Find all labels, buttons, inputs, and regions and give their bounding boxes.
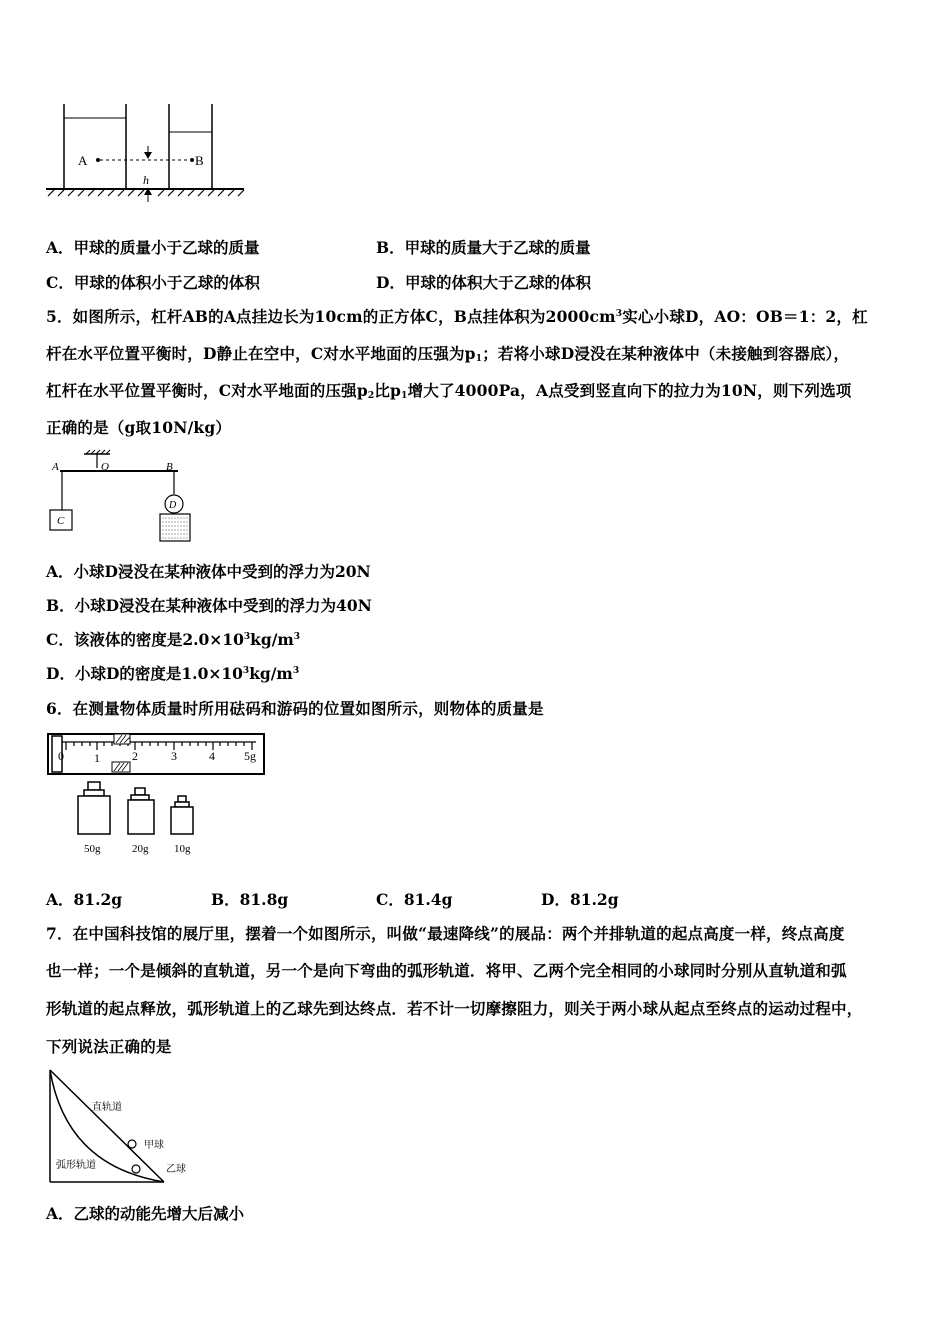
weight-label-20g: 20g (132, 843, 149, 855)
tick-2: 2 (132, 749, 138, 763)
q4-option-a: A．甲球的质量小于乙球的质量 (46, 238, 260, 257)
q7-label-straight: 直轨道 (92, 1102, 122, 1113)
ball-yi (132, 1165, 140, 1173)
q7-option-a: A．乙球的动能先增大后减小 (46, 1204, 245, 1223)
q5-option-a: A．小球D浸没在某种液体中受到的浮力为20N (46, 562, 371, 581)
q4-option-d: D．甲球的体积大于乙球的体积 (376, 273, 591, 292)
q5-label-d: D (169, 500, 177, 511)
q5-label-a: A (52, 461, 59, 473)
q7-stem-line-3: 形轨道的起点释放，弧形轨道上的乙球先到达终点．若不计一切摩擦阻力，则关于两小球从起点至终点的运动过程中， (46, 999, 863, 1018)
q7-stem-line-1: 7．在中国科技馆的展厅里，摆着一个如图所示，叫做“最速降线”的展品：两个并排轨道的起点高度一样，终点高度 (46, 924, 845, 943)
weight-label-10g: 10g (174, 843, 191, 855)
q6-balance-figure (46, 728, 276, 858)
q6-stem: 6．在测量物体质量时所用砝码和游码的位置如图所示，则物体的质量是 (46, 699, 544, 718)
q5-stem-line-4: 正确的是（g取10N/kg） (46, 418, 232, 437)
tick-1: 1 (94, 751, 100, 765)
q5-label-o: O (101, 461, 109, 473)
tick-0: 0 (58, 749, 64, 763)
q6-option-d: D．81.2g (541, 890, 619, 909)
q6-option-a: A．81.2g (46, 890, 123, 909)
q5-stem-line-3: 杠杆在水平位置平衡时，C对水平地面的压强$p_2$比$p_1$增大了4000Pa，A点受到竖直向下的拉力为10N，则下列选项 (46, 381, 852, 401)
q6-option-b: B．81.8g (211, 890, 289, 909)
ball-jia (128, 1140, 136, 1148)
q5-lever-figure (44, 448, 224, 548)
q4-containers-figure (42, 96, 252, 206)
q7-stem-line-2: 也一样；一个是倾斜的直轨道，另一个是向下弯曲的弧形轨道．将甲、乙两个完全相同的小球同时分别从直轨道和弧 (46, 961, 847, 980)
weight-10g (171, 796, 193, 834)
weight-label-50g: 50g (84, 843, 101, 855)
tick-5g: 5g (244, 749, 256, 763)
q5-option-c: C．该液体的密度是$2.0\times 10^3kg/m^3$ (46, 630, 301, 649)
q7-brachistochrone-figure (44, 1066, 204, 1192)
tick-4: 4 (209, 749, 215, 763)
q7-label-yi: 乙球 (166, 1164, 186, 1175)
q7-stem-line-4: 下列说法正确的是 (46, 1037, 172, 1056)
q5-stem-line-1: 5．如图所示，杠杆AB的A点挂边长为10cm的正方体C，B点挂体积为$2000cm^3$实心小球D，AO：OB＝1：2，杠 (46, 307, 868, 326)
weight-20g (128, 788, 154, 834)
q7-label-jia: 甲球 (144, 1140, 164, 1151)
q5-stem-line-2: 杆在水平位置平衡时，D静止在空中，C对水平地面的压强为$p_1$；若将小球D浸没在某种液体中（未接触到容器底）， (46, 344, 850, 364)
q4-option-b: B．甲球的质量大于乙球的质量 (376, 238, 591, 257)
q4-label-a: A (78, 153, 88, 168)
q6-option-c: C．81.4g (376, 890, 453, 909)
q5-option-d: D．小球D的密度是$1.0\times 10^3kg/m^3$ (46, 664, 300, 683)
q4-label-b: B (195, 153, 204, 168)
tick-3: 3 (171, 749, 177, 763)
q4-label-h: h (143, 173, 149, 187)
q5-label-b: B (166, 461, 173, 473)
q4-option-c: C．甲球的体积小于乙球的体积 (46, 273, 260, 292)
q5-label-c: C (57, 515, 65, 527)
q7-label-curved: 弧形轨道 (56, 1160, 96, 1171)
weight-50g (78, 782, 110, 834)
q5-option-b: B．小球D浸没在某种液体中受到的浮力为40N (46, 596, 372, 615)
